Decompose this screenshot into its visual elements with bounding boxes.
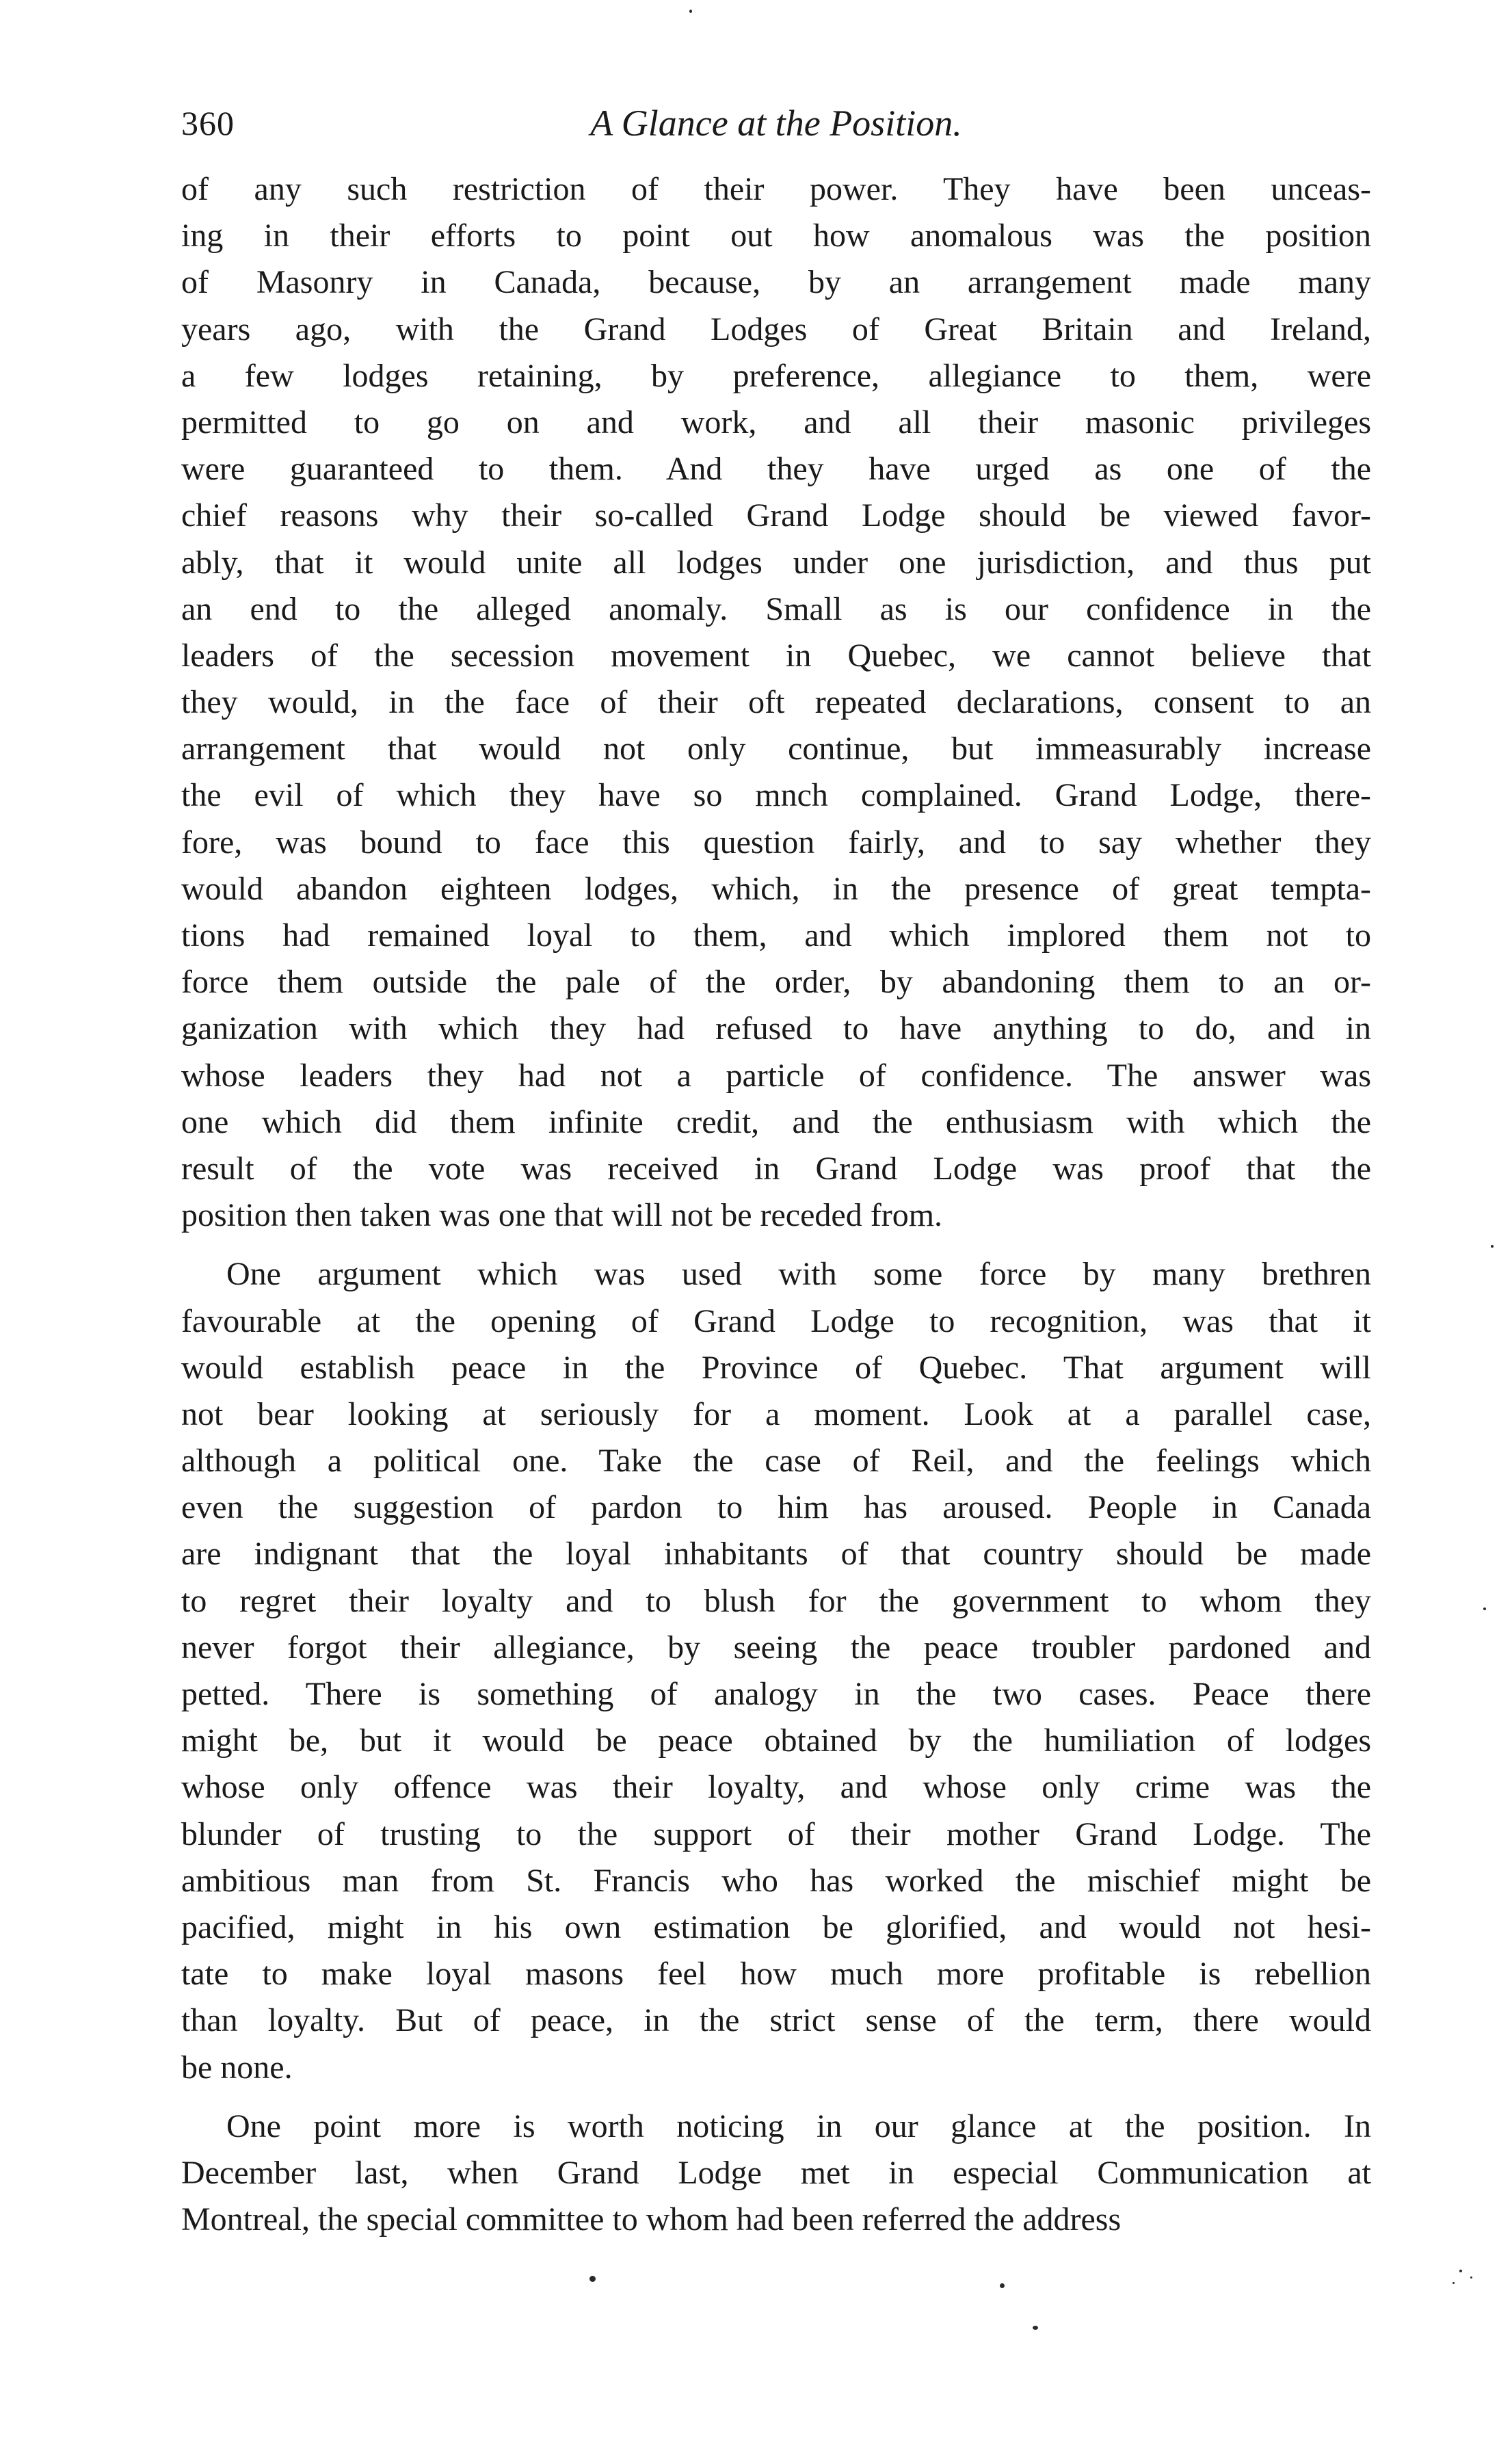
page-number: 360 [181, 104, 235, 142]
text-line: ing in their efforts to point out how anomalous was the position [181, 218, 1371, 254]
text-line: never forgot their allegiance, by seeing the peace troubler pardoned and [181, 1629, 1371, 1666]
page-header [181, 96, 1371, 150]
text-line: force them outside the pale of the order, by abandoning them to an or- [181, 964, 1371, 1001]
print-speck [1483, 1607, 1486, 1610]
text-line: ambitious man from St. Francis who has worked the mischief might be [181, 1862, 1371, 1899]
text-line: to regret their loyalty and to blush for the government to whom they [181, 1582, 1371, 1619]
text-line: an end to the alleged anomaly. Small as is our confidence in the [181, 590, 1371, 627]
print-speck [1033, 2326, 1038, 2330]
print-speck [589, 2276, 596, 2282]
text-line: Montreal, the special committee to whom had been referred the address [181, 2201, 1122, 2238]
text-line: tate to make loyal masons feel how much more profitable is rebellion [181, 1956, 1371, 1993]
print-speck [1491, 1245, 1494, 1248]
text-line: are indignant that the loyal inhabitants of that country should be made [181, 1536, 1371, 1573]
body-text [181, 166, 1371, 2243]
print-speck [1459, 2270, 1462, 2272]
print-speck [1470, 2276, 1472, 2279]
text-line: December last, when Grand Lodge met in especial Communication at [181, 2154, 1371, 2191]
text-line: arrangement that would not only continue, but immeasurably increase [181, 731, 1371, 767]
text-line: they would, in the face of their oft repeated declarations, consent to an [181, 684, 1371, 721]
text-line: One argument which was used with some force by many brethren [226, 1256, 1371, 1293]
text-line: petted. There is something of analogy in the two cases. Peace there [181, 1676, 1371, 1712]
text-line: even the suggestion of pardon to him has aroused. People in Canada [181, 1489, 1371, 1526]
text-line: favourable at the opening of Grand Lodge to recognition, was that it [181, 1302, 1371, 1339]
text-line: permitted to go on and work, and all their masonic privileges [181, 404, 1371, 441]
text-line: would establish peace in the Province of Quebec. That argument will [181, 1349, 1371, 1386]
text-line: pacified, might in his own estimation be glorified, and would not hesi- [181, 1908, 1371, 1945]
print-speck [689, 10, 692, 13]
text-line: position then taken was one that will not be receded from. [181, 1197, 943, 1234]
text-line: tions had remained loyal to them, and which implored them not to [181, 917, 1371, 954]
text-line: One point more is worth noticing in our glance at the position. In [226, 2108, 1371, 2144]
text-line: fore, was bound to face this question fairly, and to say whether they [181, 824, 1371, 861]
text-line: although a political one. Take the case of Reil, and the feelings which [181, 1443, 1371, 1480]
paragraph [181, 1251, 1371, 2090]
text-line: not bear looking at seriously for a moment. Look at a parallel case, [181, 1395, 1371, 1432]
text-line: ganization with which they had refused to have anything to do, and in [181, 1010, 1371, 1047]
text-line: were guaranteed to them. And they have urged as one of the [181, 451, 1371, 488]
text-line: of any such restriction of their power. They have been unceas- [181, 171, 1371, 207]
text-line: result of the vote was received in Grand Lodge was proof that the [181, 1150, 1371, 1187]
text-line: would abandon eighteen lodges, which, in the presence of great tempta- [181, 870, 1371, 907]
text-line: of Masonry in Canada, because, by an arrangement made many [181, 264, 1371, 301]
print-speck [1000, 2283, 1005, 2288]
text-line: one which did them infinite credit, and the enthusiasm with which the [181, 1103, 1371, 1140]
text-line: might be, but it would be peace obtained by the humiliation of lodges [181, 1722, 1371, 1759]
text-line: the evil of which they have so mnch complained. Grand Lodge, there- [181, 777, 1371, 814]
text-line: whose leaders they had not a particle of confidence. The answer was [181, 1057, 1371, 1094]
text-line: than loyalty. But of peace, in the strict sense of the term, there would [181, 2002, 1371, 2039]
text-line: whose only offence was their loyalty, and whose only crime was the [181, 1769, 1371, 1806]
text-line: leaders of the secession movement in Quebec, we cannot believe that [181, 637, 1371, 674]
text-line: ably, that it would unite all lodges under one jurisdiction, and thus put [181, 544, 1371, 581]
paragraph [181, 2103, 1371, 2244]
running-head: A Glance at the Position. [590, 103, 962, 144]
text-line: chief reasons why their so-called Grand Lodge should be viewed favor- [181, 497, 1371, 534]
text-line: be none. [181, 2049, 293, 2086]
text-line: blunder of trusting to the support of their mother Grand Lodge. The [181, 1815, 1371, 1852]
text-line: a few lodges retaining, by preference, allegiance to them, were [181, 357, 1371, 394]
text-line: years ago, with the Grand Lodges of Great Britain and Ireland, [181, 311, 1371, 347]
paragraph [181, 166, 1371, 1239]
print-speck [1453, 2282, 1455, 2284]
